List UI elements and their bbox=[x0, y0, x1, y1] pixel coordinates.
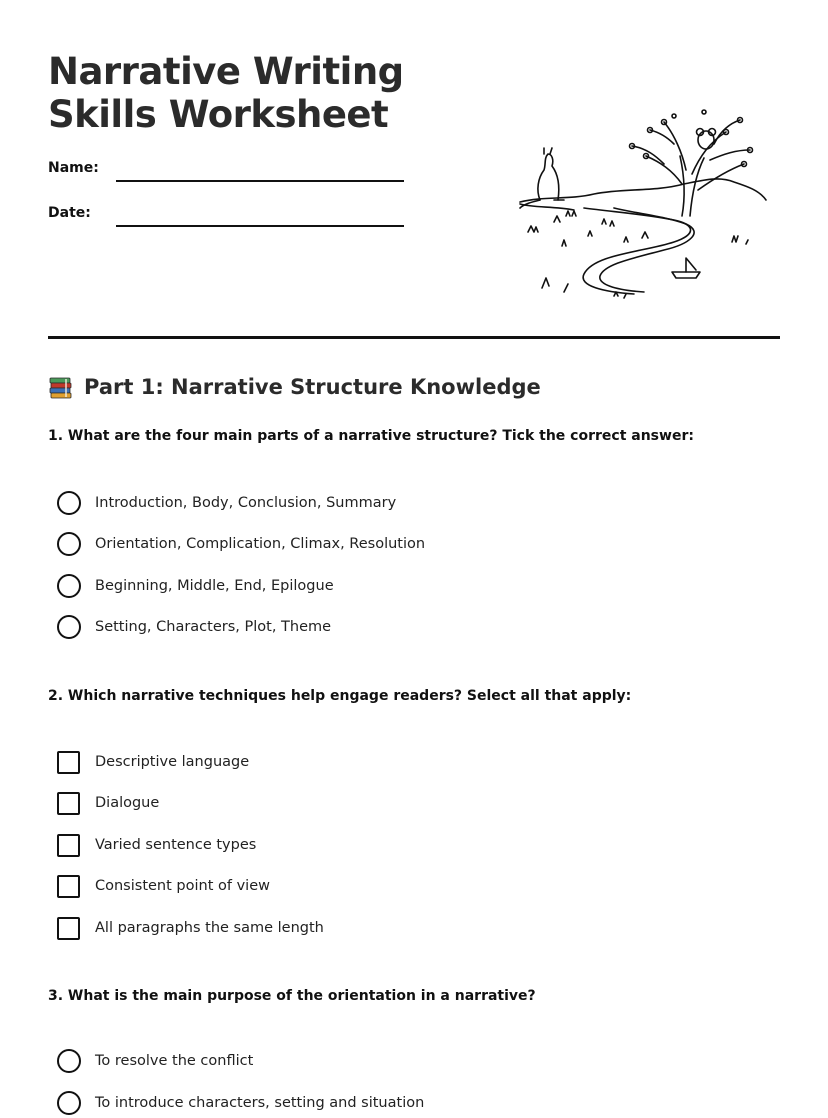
q2-option-3[interactable] bbox=[57, 833, 256, 857]
radio-button[interactable] bbox=[57, 532, 81, 556]
q2-option-5[interactable] bbox=[57, 916, 324, 940]
option-label: Consistent point of view bbox=[95, 878, 270, 894]
q1-option-3[interactable] bbox=[57, 574, 334, 598]
option-label: Varied sentence types bbox=[95, 837, 257, 853]
radio-button[interactable] bbox=[57, 1091, 81, 1115]
checkbox[interactable] bbox=[57, 751, 80, 774]
question-3: 3. What is the main purpose of the orientation in a narrative? bbox=[48, 988, 536, 1004]
part1-heading bbox=[48, 374, 541, 400]
page-title: Narrative Writing Skills Worksheet bbox=[48, 50, 404, 136]
q1-option-2[interactable] bbox=[57, 532, 425, 556]
option-label: Setting, Characters, Plot, Theme bbox=[95, 619, 332, 635]
checkbox[interactable] bbox=[57, 792, 80, 815]
question-1: 1. What are the four main parts of a narrative structure? Tick the correct answer: bbox=[48, 428, 694, 444]
option-label: Descriptive language bbox=[95, 754, 250, 770]
option-label: To introduce characters, setting and situation bbox=[95, 1095, 425, 1111]
radio-button[interactable] bbox=[57, 491, 81, 515]
books-icon bbox=[48, 374, 74, 400]
option-label: Beginning, Middle, End, Epilogue bbox=[95, 578, 334, 594]
q1-option-1[interactable] bbox=[57, 491, 396, 515]
q3-option-1[interactable] bbox=[57, 1049, 253, 1073]
radio-button[interactable] bbox=[57, 574, 81, 598]
q3-option-2[interactable] bbox=[57, 1091, 424, 1115]
date-label: Date: bbox=[48, 205, 91, 221]
option-label: Dialogue bbox=[95, 795, 160, 811]
option-label: All paragraphs the same length bbox=[95, 920, 324, 936]
checkbox[interactable] bbox=[57, 875, 80, 898]
option-label: To resolve the conflict bbox=[95, 1053, 254, 1069]
option-label: Introduction, Body, Conclusion, Summary bbox=[95, 495, 397, 511]
q2-option-1[interactable] bbox=[57, 750, 249, 774]
name-label: Name: bbox=[48, 160, 99, 176]
option-label: Orientation, Complication, Climax, Resolution bbox=[95, 536, 426, 552]
q2-option-2[interactable] bbox=[57, 791, 159, 815]
part1-heading-text: Part 1: Narrative Structure Knowledge bbox=[84, 375, 541, 399]
question-2: 2. Which narrative techniques help engage readers? Select all that apply: bbox=[48, 688, 632, 704]
radio-button[interactable] bbox=[57, 615, 81, 639]
date-field[interactable] bbox=[116, 225, 404, 227]
checkbox[interactable] bbox=[57, 917, 80, 940]
name-field[interactable] bbox=[116, 180, 404, 182]
checkbox[interactable] bbox=[57, 834, 80, 857]
q1-option-4[interactable] bbox=[57, 615, 331, 639]
radio-button[interactable] bbox=[57, 1049, 81, 1073]
landscape-illustration-icon bbox=[514, 104, 772, 304]
section-divider bbox=[48, 336, 780, 339]
q2-option-4[interactable] bbox=[57, 874, 270, 898]
